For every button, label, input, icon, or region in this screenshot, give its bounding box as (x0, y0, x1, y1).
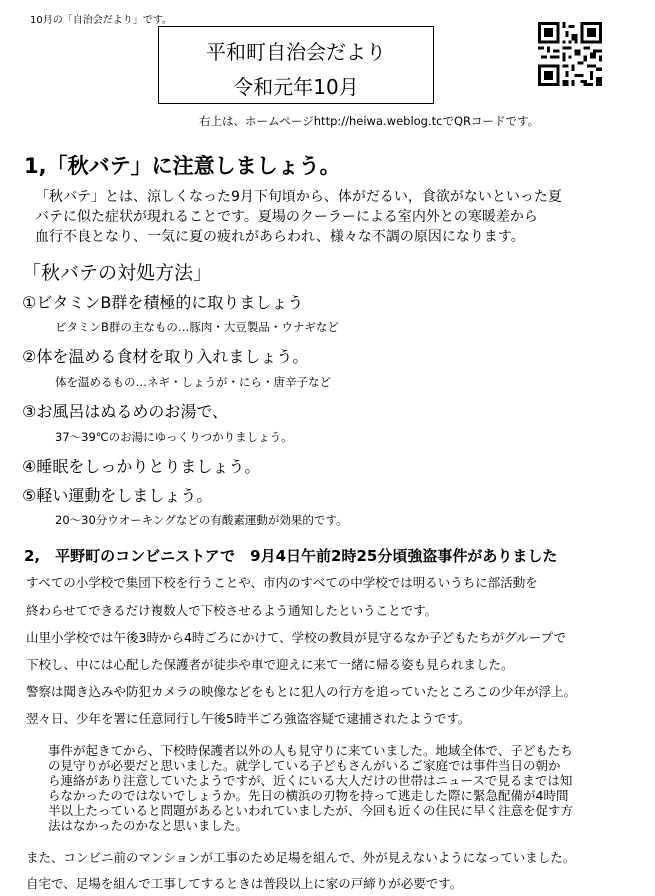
section1-paragraph-line: 「秋バテ」とは、涼しくなった9月下旬頃から、体がだるい，食欲がないといった夏 (35, 189, 562, 205)
comment-line: らなかったのではないでしょうか。先日の横浜の刃物を持って逃走した際に緊急配備が4時間 (48, 788, 569, 803)
remedies-heading: 「秋バテの対処方法」 (22, 262, 213, 284)
section2-paragraph-line: すべての小学校で集団下校を行うことや、市内のすべての中学校では明るいうちに部活動を (26, 575, 538, 590)
comment-line: ら連絡があり注意していたようですが、近くにいる大人だけの世帯はニュースで見るまでは知 (48, 773, 573, 788)
section1-heading: 1,「秋バテ」に注意しましょう。 (24, 154, 341, 178)
remedy-detail: 体を温めるもの…ネギ・しょうが・にら・唐辛子など (55, 375, 331, 389)
comment-line: 法はなかったのかなと思いました。 (48, 818, 249, 833)
newsletter-title: 平和町自治会だより (206, 40, 386, 64)
remedy-detail: 37～39℃のお湯にゆっくりつかりましょう。 (55, 430, 293, 444)
remedy-item: ③お風呂はぬるめのお湯で、 (22, 402, 229, 421)
section2-paragraph-line: 下校し、中には心配した保護者が徒歩や車で迎えに来て一緒に帰る姿も見られました。 (26, 657, 514, 672)
section2-paragraph-line: 警察は聞き込みや防犯カメラの映像などをもとに犯人の行方を追っていたところこの少年が浮上。 (26, 684, 577, 699)
remedy-item: ④睡眠をしっかりとりましょう。 (22, 457, 261, 476)
comment-line: 事件が起きてから、下校時保護者以外の人も見守りに来ていました。地域全体で、子どもたち (48, 743, 573, 758)
closing-line: 自宅で、足場を組んで工事してするときは普段以上に家の戸締りが必要です。 (26, 876, 463, 891)
section2-heading: 2, 平野町のコンビニストアで 9月4日午前2時25分頃強盗事件がありました (24, 547, 558, 565)
closing-line: また、コンビニ前のマンションが工事のため足場を組んで、外が見えないようになっていました。 (26, 850, 576, 865)
remedy-item: ⑤軽い運動をしましょう。 (22, 486, 213, 505)
title-box (158, 26, 434, 104)
remedy-detail: 20～30分ウオーキングなどの有酸素運動が効果的です。 (55, 513, 348, 527)
comment-line: の見守りが必要だと思いました。就学している子どもさんがいるご家庭では事件当日の朝か (48, 758, 561, 773)
qr-code-icon (538, 22, 602, 86)
section2-paragraph-line: 山里小学校では午後3時から4時ごろにかけて、学校の教員が見守るなか子どもたちがグループで (26, 630, 567, 645)
remedy-detail: ビタミンB群の主なもの…豚肉・大豆製品・ウナギなど (55, 320, 339, 334)
newsletter-date: 令和元年10月 (233, 75, 359, 99)
section2-paragraph-line: 翌々日、少年を署に任意同行し午後5時半ごろ強盗容疑で逮捕されたようです。 (26, 711, 471, 726)
qr-caption: 右上は、ホームページhttp://heiwa.weblog.tcでQRコードです。 (199, 114, 540, 128)
section1-paragraph-line: バテに似た症状が現れることです。夏場のクーラーによる室内外との寒暖差から (35, 209, 538, 225)
remedy-item: ①ビタミンB群を積極的に取りましょう (22, 293, 304, 312)
remedy-item: ②体を温める食材を取り入れましょう。 (22, 347, 309, 366)
header-note: 10月の「自治会だより」です。 (30, 15, 172, 26)
comment-line: 半以上たっていると問題があるといわれていましたが、今回も近くの住民に早く注意を促す方 (48, 803, 574, 818)
section2-paragraph-line: 終わらせてできるだけ複数人で下校させるよう通知したということです。 (26, 603, 438, 618)
section1-paragraph-line: 血行不良となり、一気に夏の疲れがあらわれ、様々な不調の原因になります。 (35, 229, 525, 245)
